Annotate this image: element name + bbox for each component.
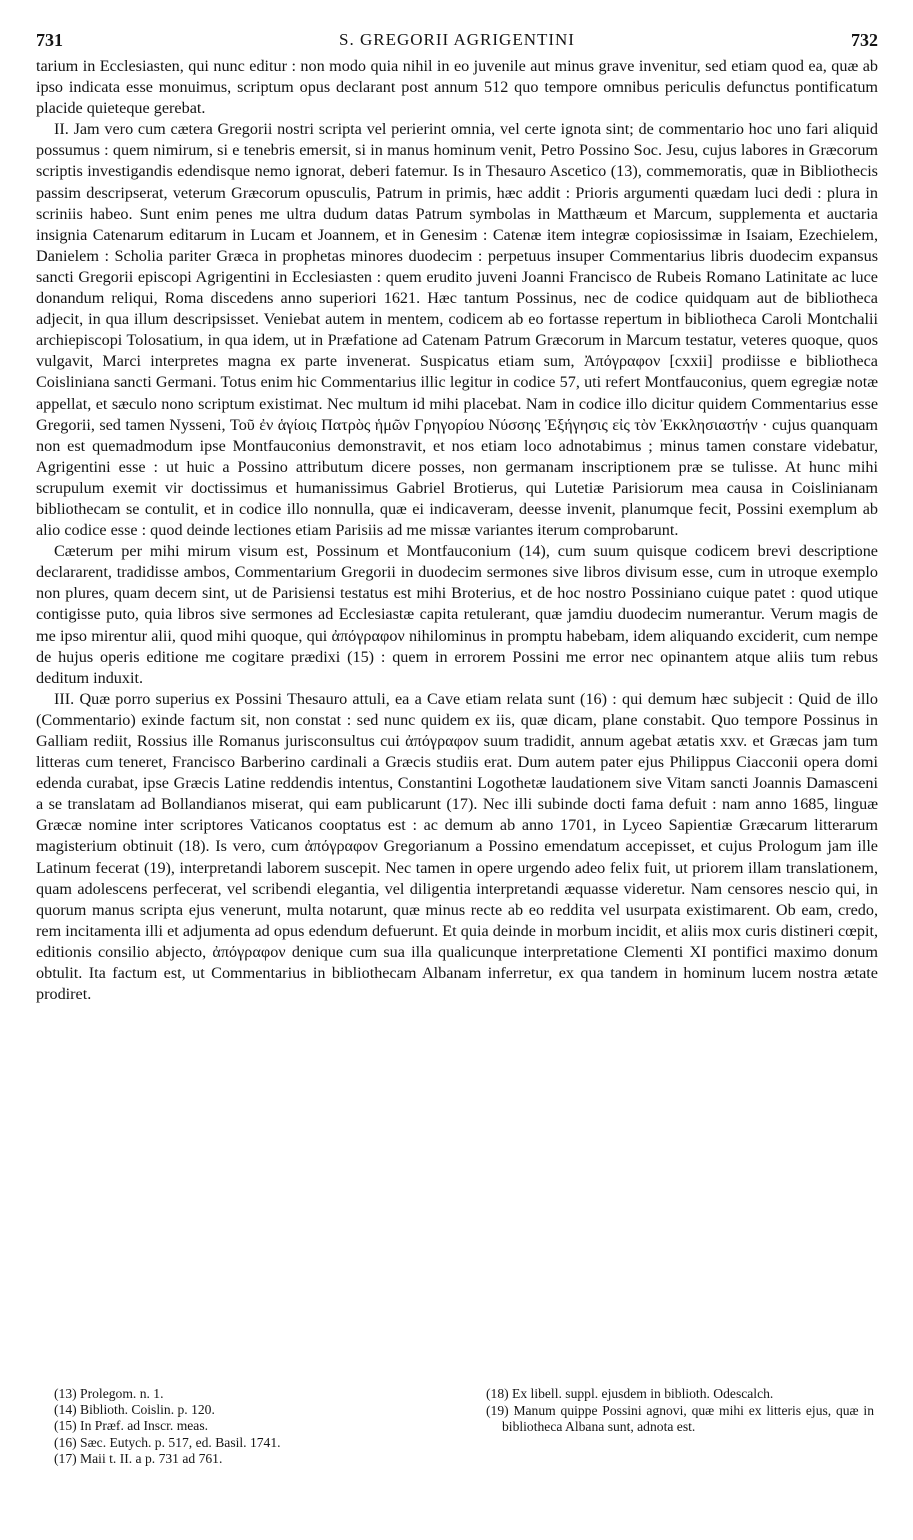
footnotes-left-column: [54, 1386, 454, 1467]
page-number-right: 732: [851, 30, 878, 50]
running-title: S. GREGORII AGRIGENTINI: [339, 30, 575, 49]
running-header: [36, 30, 878, 56]
footnote-13: (13) Prolegom. n. 1.: [54, 1386, 164, 1401]
footnote-15: (15) In Præf. ad Inscr. meas.: [54, 1418, 209, 1434]
footnote-14: (14) Biblioth. Coislin. p. 120.: [54, 1402, 215, 1418]
footnotes-right-column: [486, 1386, 874, 1436]
page: [36, 30, 878, 1005]
page-number-left: 731: [36, 30, 63, 50]
footnote-19: (19) Manum quippe Possini agnovi, quæ mihi ex litteris ejus, quæ in bibliotheca Albana sunt, adnota est.: [486, 1403, 874, 1435]
paragraph-continuation: tarium in Ecclesiasten, qui nunc editur : non modo quia nihil in eo juvenile aut minus grave invenitur, sed etiam quod ea, quæ ab ipso indicata esse monuimus, scriptum opus declarant post annum 512 quo tempore omnibus periculis defunctus pontificatum placide quieteque gerebat.: [36, 57, 878, 118]
main-text: [36, 56, 878, 1005]
paragraph-section-iii: III. Quæ porro superius ex Possini Thesauro attuli, ea a Cave etiam relata sunt (16) : qui demum hæc subjecit : Quid de illo (Commentario) exinde factum sit, non constat : sed nunc quidem ex iis, quæ dicam, plane constabit. Quo tempore Possinus in Galliam rediit, Rossius ille Romanus jurisconsultus cui ἀπόγραφον suum tradidit, annum agebat ætatis xxv. et Græcas jam tum litteras cum teneret, Francisco Barberino cardinali a Græcis studiis erat. Dum autem pater ejus Philippus Ciacconii opera domi edenda curabat, ipse Græcis Latine reddendis intentus, Constantini Logothetæ laudationem sive Vitam sancti Joannis Damasceni a se translatam ad Bollandianos miserat, qui eam publicarunt (17). Nec illi subinde docti fama defuit : nam anno 1685, linguæ Græcæ nomine inter scriptores Vaticanos cooptatus est : ac demum ab anno 1701, in Lyceo Sapientiæ Græcarum litterarum magisterium obtinuit (18). Is vero, cum ἀπόγραφον Gregorianum a Possino emendatum accepisset, et cujus Prologum jam ille Latinum fecerat (19), interpretandi laborem suscepit. Nec tamen in opere urgendo adeo felix fuit, ut priorem illam translationem, quam adolescens perfecerat, vel scribendi elegantia, vel diligentia interpretandi æquasse videretur. Nam censores nescio qui, in quorum manus scripta ejus venerunt, multa notarunt, quæ minus recte ab eo reddita vel usurpata existimarent. Ob eam, credo, rem incitamenta illi et adjumenta ad opus edendum defuerunt. Et quia deinde in morbum incidit, et aliis mox curis distineri cœpit, editionis consilio abjecto, ἀπόγραφον denique cum sua illa qualicunque interpretatione Clementi XI pontifici maximo donum obtulit. Ita factum est, ut Commentarius in bibliothecam Albanam inferretur, ex qua tandem in hominum lucem nostra ætate prodiret.: [36, 689, 878, 1004]
paragraph-caeterum: Cæterum per mihi mirum visum est, Possinum et Montfauconium (14), cum suum quisque codicem brevi descriptione declararent, tradidisse ambos, Commentarium Gregorii in duodecim sermones sive libros divisum esse, cum in utroque exemplo non plures, quam decem sint, ut de Parisiensi testatus est mihi Broterius, et de hoc nostro Possiniano cuique patet : quod utique contigisse puto, quia libros sive sermones ad Ecclesiastæ capita retulerant, quæ jamdiu duodecim numerantur. Verum magis de me ipso mirentur alii, quod mihi quoque, qui ἀπόγραφον nihilominus in promptu habebam, idem aliquando exciderit, cum nempe de hujus operis editione me cogitare prædixi (15) : quem in errorem Possini me error nec opinantem atque aliis tum rebus deditum induxit.: [36, 542, 878, 687]
paragraph-section-ii: II. Jam vero cum cætera Gregorii nostri scripta vel perierint omnia, vel certe ignota sint; de commentario hoc uno fari aliquid possumus : quem nimirum, si e tenebris emersit, si in manus hominum venit, Petro Possino Soc. Jesu, cujus labores in Græcorum scriptis investigandis edendisque nemo ignorat, deberi fatemur. Is in Thesauro Ascetico (13), commemoratis, quæ in Bibliothecis passim descripserat, veterum Græcorum opusculis, Patrum in primis, hæc addit : Prioris argumenti quædam luci dedi : plura in scriniis habeo. Sunt enim penes me ultra dudum datas Patrum symbolas in Matthæum et Marcum, supplementa et auctaria insignia Catenarum editarum in Lucam et Joannem, et in Genesim : Catenæ item integræ copiosissimæ in Isaiam, Ezechielem, Danielem : Scholia pariter Græca in prophetas minores duodecim : perpetuus insuper Commentarius libris duodecim expansus sancti Gregorii episcopi Agrigentini in Ecclesiasten : quem erudito juveni Joanni Francisco de Rubeis Romano Latinitate ac luce donandum reliqui, Roma discedens anno superiori 1621. Hæc tantum Possinus, nec de codice quidquam aut de bibliotheca adjecit, in qua illum descripsisset. Veniebat autem in mentem, codicem ab eo fortasse repertum in bibliotheca Caroli Montchalii archiepiscopi Tolosatium, in qua idem, ut in Præfatione ad Catenam Patrum Græcorum in Marcum testatur, veteres quoque, quos vulgavit, Marci interpretes magna ex parte invenerat. Suspicatus etiam sum, Ἀπόγραφον [cxxii] prodiisse e bibliotheca Coisliniana sancti Germani. Totus enim hic Commentarius illic legitur in codice 57, uti refert Montfauconius, quem egregiæ notæ appellat, et sæculo nono scriptum existimat. Nec multum id mihi placebat. Nam in codice illo dicitur quidem Commentarius esse Gregorii, sed tamen Nysseni, Τοῦ ἐν ἁγίοις Πατρὸς ἡμῶν Γρηγορίου Νύσσης Ἐξήγησις εἰς τὸν Ἐκκλησιαστήν · cujus quanquam non est quemadmodum ipse Montfauconius demonstravit, et nos etiam loco adnotabimus ; minus tamen constare videbatur, Agrigentini esse : ut huic a Possino attributum dicere posses, non germanam inscriptionem præ se tulisse. At hunc mihi scrupulum exemit vir doctissimus et humanissimus Gabriel Brotierus, qui Lutetiæ Parisiorum mea causa in Coislinianam bibliothecam se contulit, et in codice illo nonnulla, quæ ei indicaveram, deesse invenit, planumque fecit, Possini exemplum ab alio codice esse : quod deinde lectiones etiam Parisiis ad me missæ variantes iterum comprobarunt.: [36, 120, 878, 540]
footnote-17: (17) Maii t. II. a p. 731 ad 761.: [54, 1450, 223, 1466]
footnote-16: (16) Sæc. Eutych. p. 517, ed. Basil. 1741.: [54, 1434, 281, 1450]
footnote-18: (18) Ex libell. suppl. ejusdem in biblioth. Odescalch.: [486, 1386, 774, 1401]
